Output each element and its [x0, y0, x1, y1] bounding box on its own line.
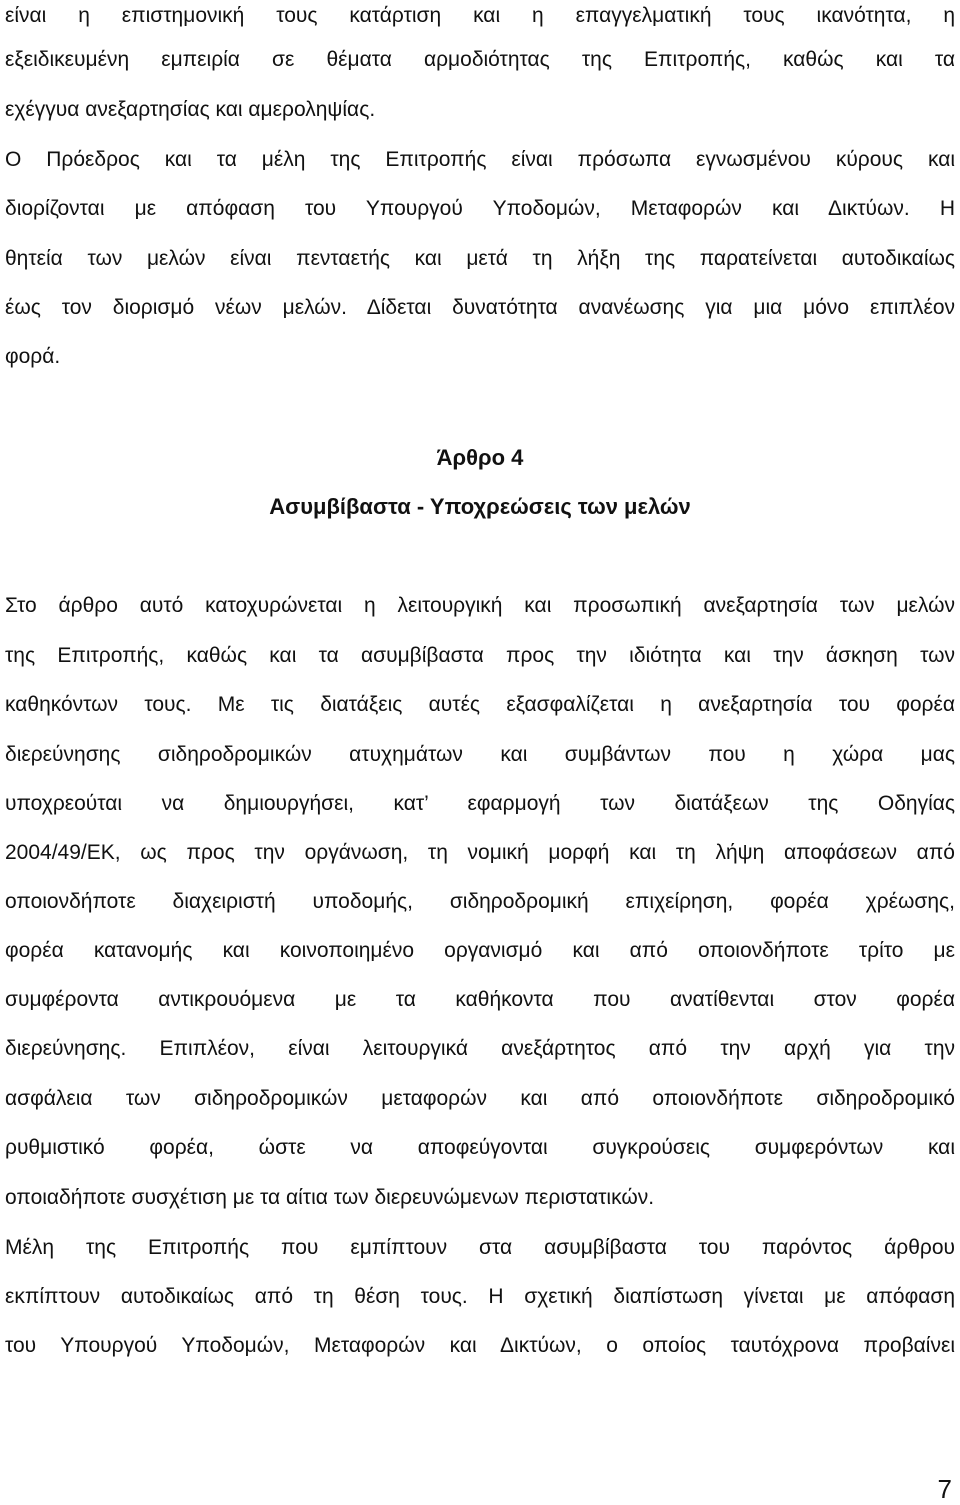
paragraph2-line: 2004/49/ΕΚ, ως προς την οργάνωση, τη νομική μορφή και τη λήψη αποφάσεων από — [5, 841, 955, 864]
paragraph2-line: ασφάλεια των σιδηροδρομικών μεταφορών και από οποιονδήποτε σιδηροδρομικό — [5, 1087, 955, 1110]
paragraph2-line: φορέα κατανομής και κοινοποιημένο οργανισμό και από οποιονδήποτε τρίτο με — [5, 939, 955, 962]
paragraph2-line: διερεύνησης σιδηροδρομικών ατυχημάτων και συμβάντων που η χώρα μας — [5, 743, 955, 766]
paragraph1-line: εχέγγυα ανεξαρτησίας και αμεροληψίας. — [5, 98, 376, 121]
paragraph2-line: Στο άρθρο αυτό κατοχυρώνεται η λειτουργική και προσωπική ανεξαρτησία των μελών — [5, 594, 955, 617]
paragraph1-line: εξειδικευμένη εμπειρία σε θέματα αρμοδιότητας της Επιτροπής, καθώς και τα — [5, 48, 955, 71]
article-number: Άρθρο 4 — [436, 445, 524, 470]
paragraph3-line: εκπίπτουν αυτοδικαίως από τη θέση τους. Η σχετική διαπίστωση γίνεται με απόφαση — [5, 1285, 955, 1308]
paragraph3-line: του Υπουργού Υποδομών, Μεταφορών και Δικτύων, ο οποίος ταυτόχρονα προβαίνει — [5, 1334, 955, 1357]
article-title: Ασυμβίβαστα - Υποχρεώσεις των μελών — [269, 494, 691, 519]
paragraph1-line: διορίζονται με απόφαση του Υπουργού Υποδομών, Μεταφορών και Δικτύων. Η — [5, 197, 955, 220]
paragraph1-line: φορά. — [5, 345, 61, 368]
paragraph1-line: είναι η επιστημονική τους κατάρτιση και η επαγγελματική τους ικανότητα, η — [5, 4, 955, 27]
paragraph1-line: έως τον διορισμό νέων μελών. Δίδεται δυνατότητα ανανέωσης για μια μόνο επιπλέον — [5, 296, 955, 319]
paragraph1-line: θητεία των μελών είναι πενταετής και μετά τη λήξη της παρατείνεται αυτοδικαίως — [5, 247, 955, 270]
paragraph2-line: καθηκόντων τους. Με τις διατάξεις αυτές εξασφαλίζεται η ανεξαρτησία του φορέα — [5, 693, 955, 716]
paragraph2-line: υποχρεούται να δημιουργήσει, κατ’ εφαρμογή των διατάξεων της Οδηγίας — [5, 792, 955, 815]
page-number: 7 — [937, 1474, 952, 1504]
paragraph2-line: διερεύνησης. Επιπλέον, είναι λειτουργικά ανεξάρτητος από την αρχή για την — [5, 1037, 955, 1060]
paragraph2-line: της Επιτροπής, καθώς και τα ασυμβίβαστα προς την ιδιότητα και την άσκηση των — [5, 644, 955, 667]
paragraph2-line: ρυθμιστικό φορέα, ώστε να αποφεύγονται συγκρούσεις συμφερόντων και — [5, 1136, 955, 1159]
paragraph2-line: συμφέροντα αντικρουόμενα με τα καθήκοντα που ανατίθενται στον φορέα — [5, 988, 955, 1011]
paragraph2-line: οποιαδήποτε συσχέτιση με τα αίτια των διερευνώμενων περιστατικών. — [5, 1186, 655, 1209]
paragraph1-line: Ο Πρόεδρος και τα μέλη της Επιτροπής είναι πρόσωπα εγνωσμένου κύρους και — [5, 148, 955, 171]
paragraph2-line: οποιονδήποτε διαχειριστή υποδομής, σιδηροδρομική επιχείρηση, φορέα χρέωσης, — [5, 890, 955, 913]
paragraph3-line: Μέλη της Επιτροπής που εμπίπτουν στα ασυμβίβαστα του παρόντος άρθρου — [5, 1236, 955, 1259]
